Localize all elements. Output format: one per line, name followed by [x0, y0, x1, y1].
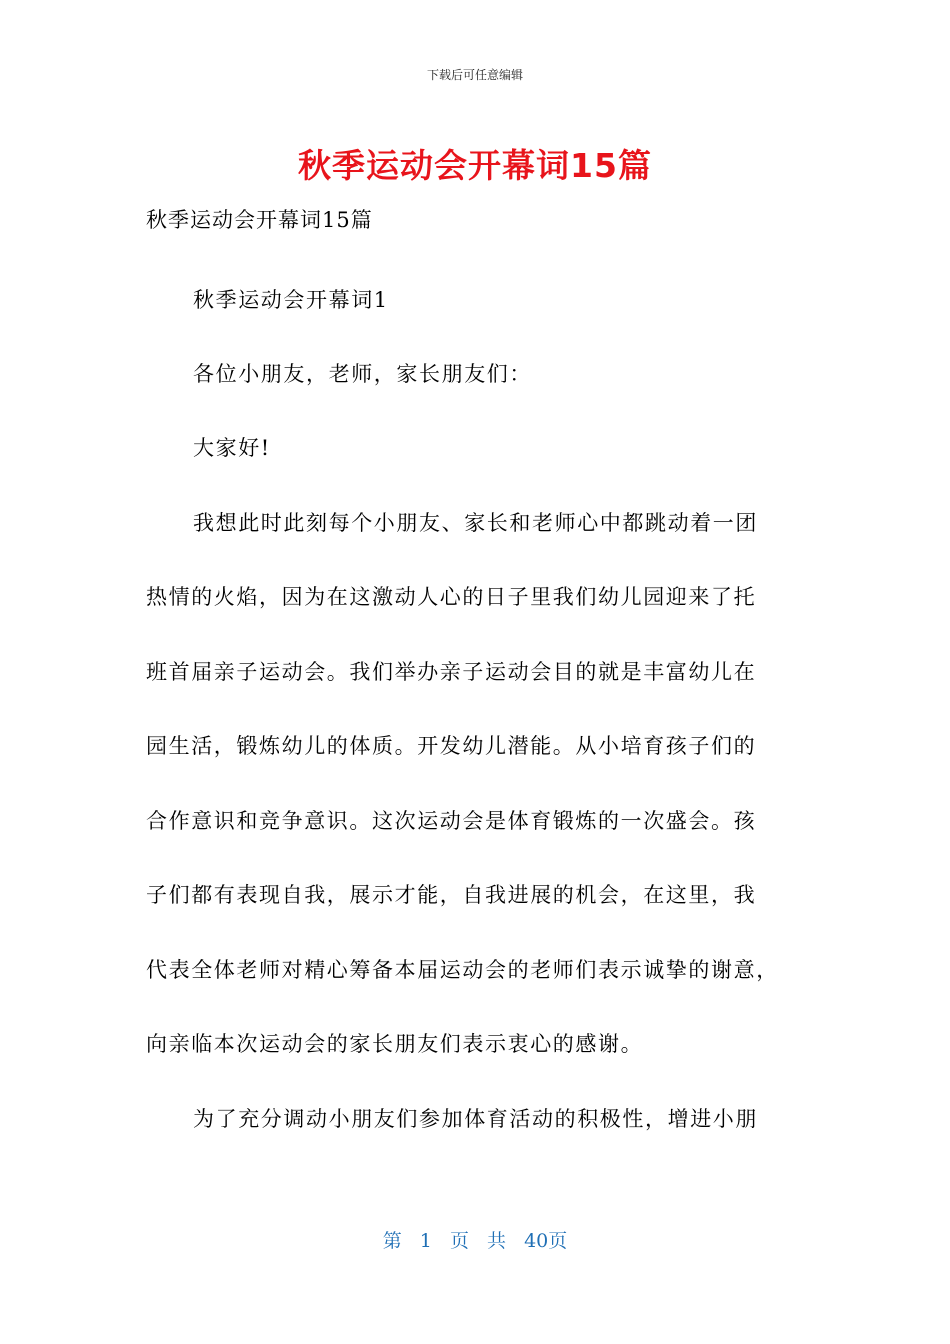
header-note: 下载后可任意编辑: [426, 68, 523, 82]
paragraph-line: 合作意识和竞争意识。这次运动会是体育锻炼的一次盛会。孩: [146, 809, 757, 833]
paragraph-line: 子们都有表现自我，展示才能，自我进展的机会，在这里，我: [146, 883, 757, 907]
section-heading: 秋季运动会开幕词1: [193, 288, 389, 312]
paragraph-line: 热情的火焰，因为在这激动人心的日子里我们幼儿园迎来了托: [146, 585, 757, 609]
footer-prefix: 第: [382, 1230, 402, 1252]
footer-page-label: 页: [449, 1230, 469, 1252]
document-subtitle: 秋季运动会开幕词15篇: [146, 208, 373, 232]
footer-total-pages: 40页: [524, 1230, 568, 1252]
footer-total-label: 共: [487, 1230, 507, 1252]
footer-current-page: 1: [419, 1230, 432, 1252]
greeting-line: 各位小朋友，老师，家长朋友们：: [193, 362, 532, 386]
page-footer: [0, 1226, 950, 1253]
paragraph-line: 班首届亲子运动会。我们举办亲子运动会目的就是丰富幼儿在: [146, 660, 757, 684]
greeting-hello: 大家好!: [193, 436, 271, 460]
paragraph-line: 园生活，锻炼幼儿的体质。开发幼儿潜能。从小培育孩子们的: [146, 734, 757, 758]
paragraph-line: 代表全体老师对精心筹备本届运动会的老师们表示诚挚的谢意，: [146, 958, 779, 982]
document-title: 秋季运动会开幕词15篇: [298, 146, 652, 185]
paragraph-line: 向亲临本次运动会的家长朋友们表示衷心的感谢。: [146, 1032, 644, 1056]
paragraph-line: 为了充分调动小朋友们参加体育活动的积极性，增进小朋: [193, 1107, 758, 1131]
paragraph-line: 我想此时此刻每个小朋友、家长和老师心中都跳动着一团: [193, 511, 758, 535]
